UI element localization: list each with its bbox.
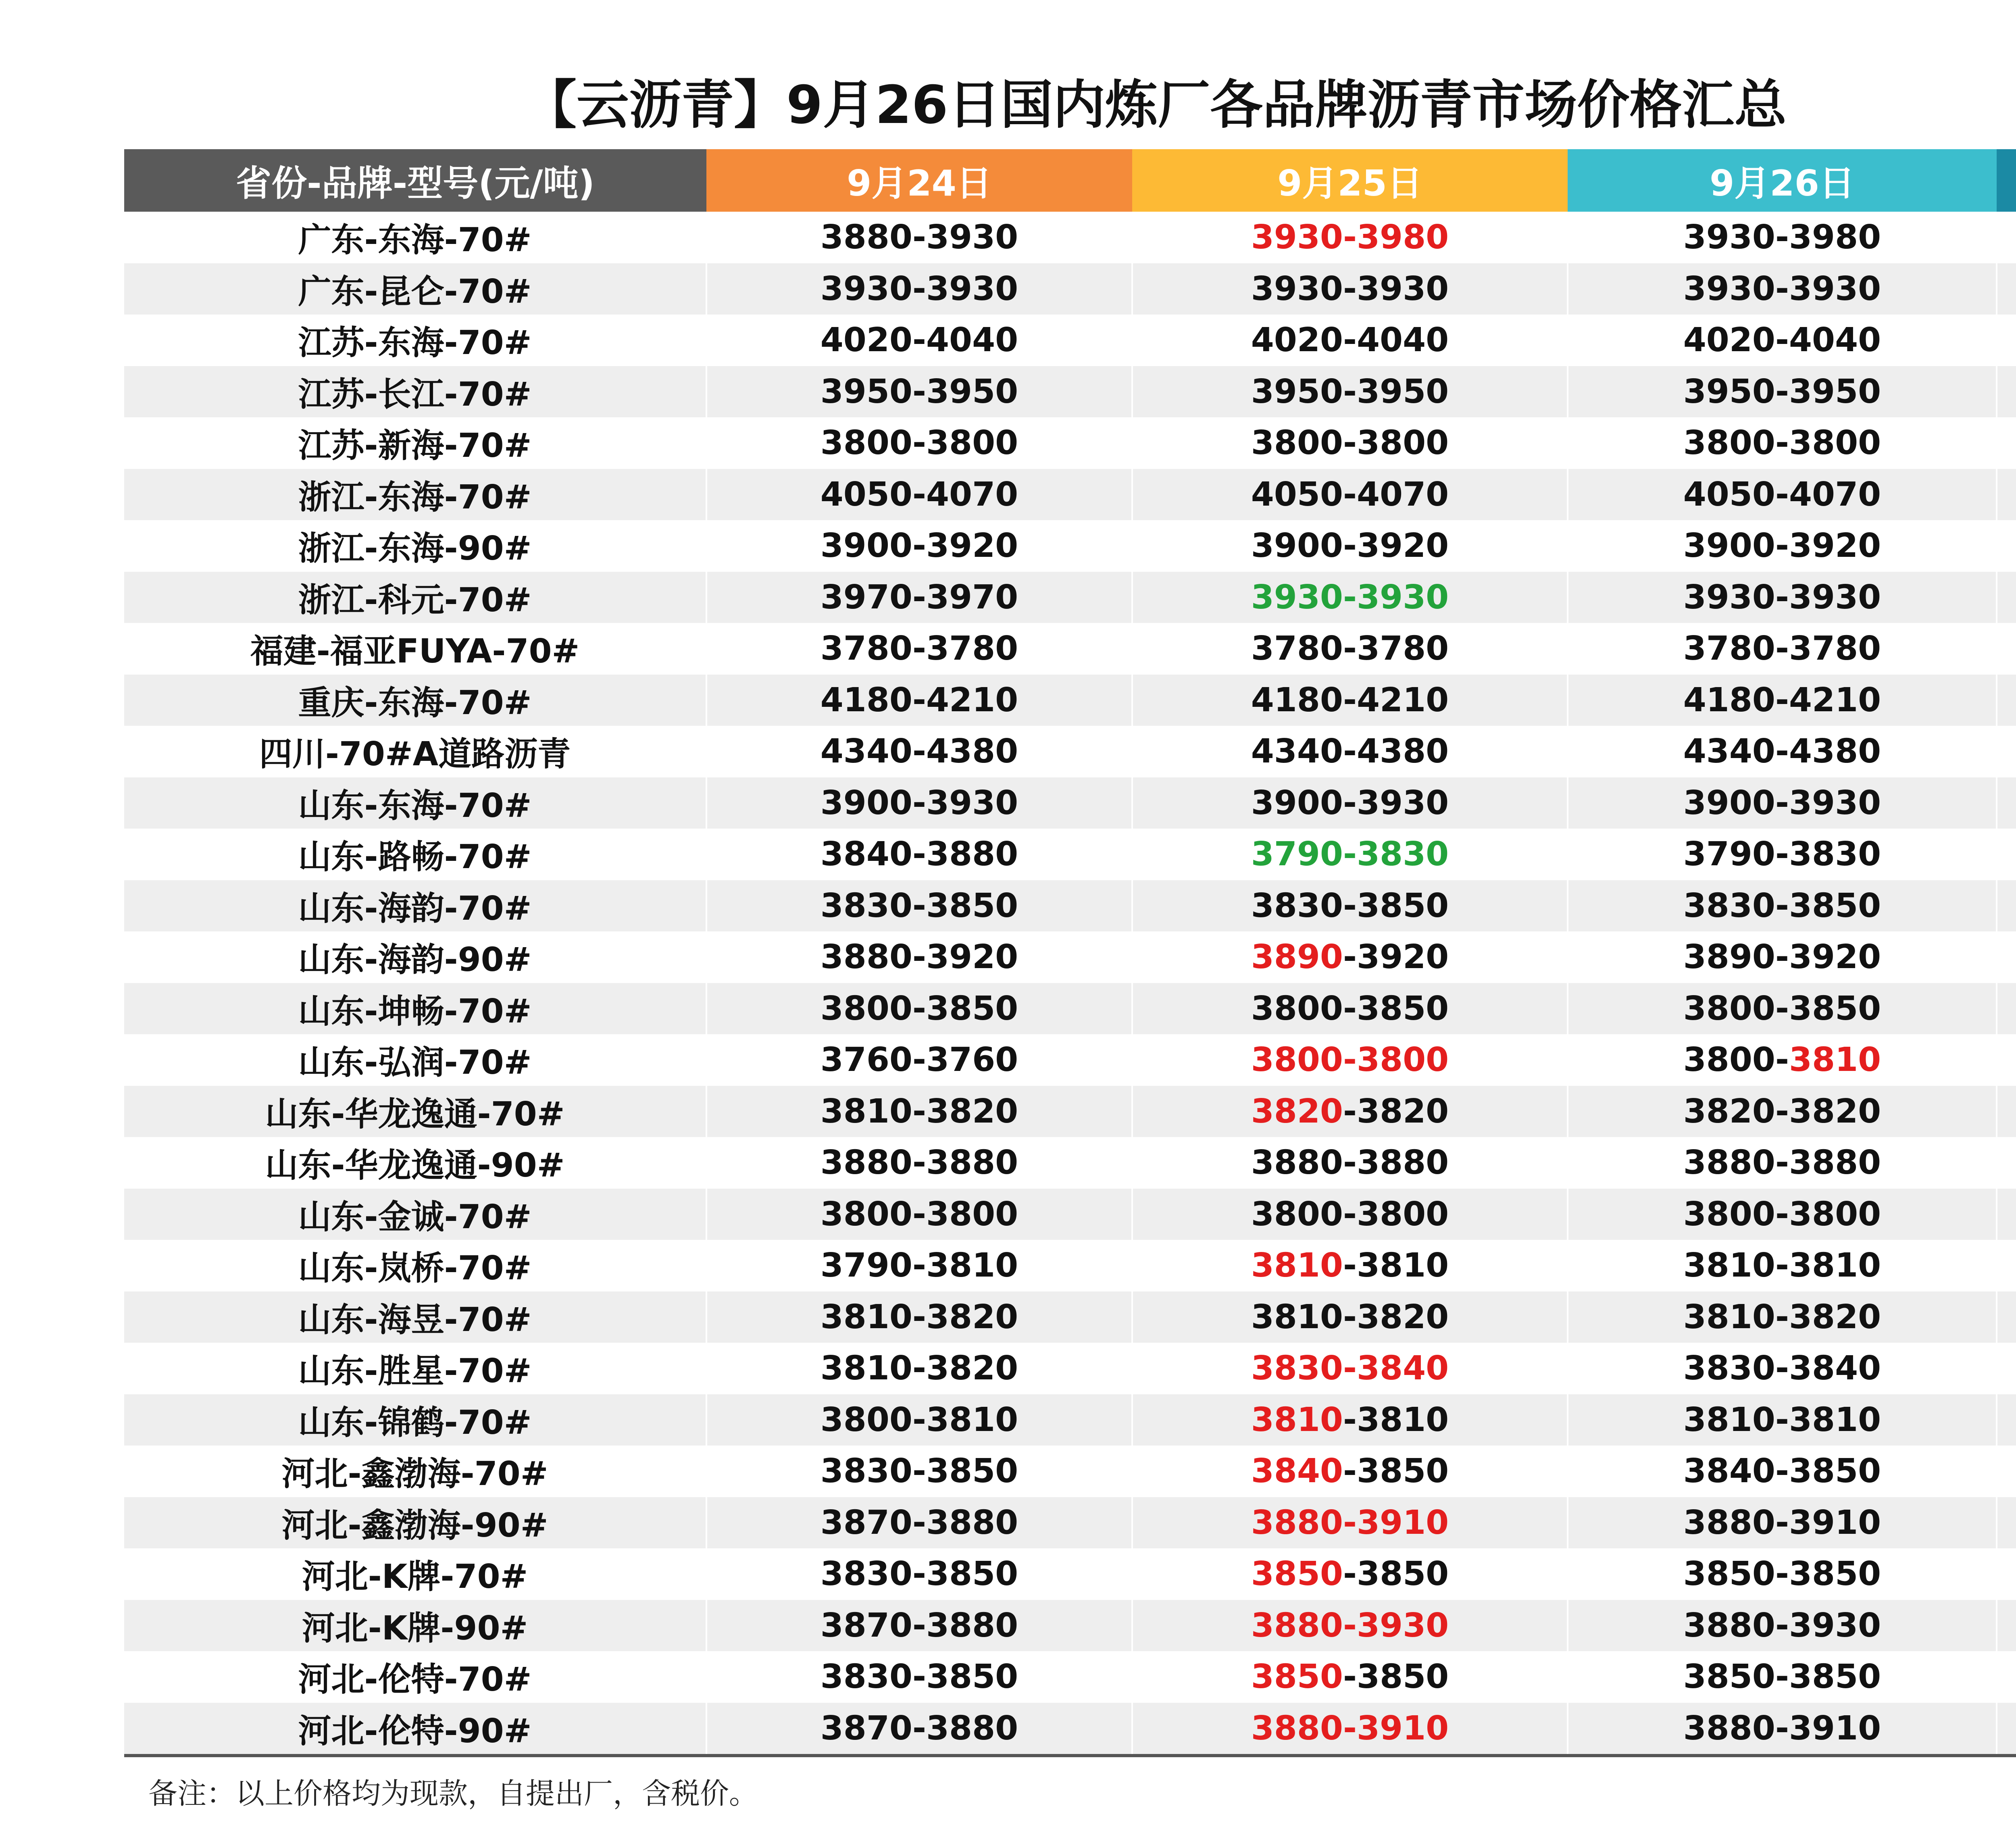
price-sep25-cell <box>1132 1600 1568 1652</box>
price-sep26-cell <box>1568 675 1997 726</box>
price-sep25-cell <box>1132 983 1568 1035</box>
value-segment: -3820 <box>1343 1092 1449 1131</box>
change-cell <box>1997 1240 2016 1291</box>
value-segment: -3920 <box>1343 938 1449 977</box>
price-sep26-cell <box>1568 829 1997 880</box>
price-sep25-cell <box>1132 1086 1568 1137</box>
brand-cell: 河北-K牌-90# <box>124 1600 706 1652</box>
price-sep24-cell: 3830-3850 <box>706 1651 1132 1703</box>
price-sep25-cell <box>1132 417 1568 469</box>
brand-cell: 山东-胜星-70# <box>124 1343 706 1394</box>
value-segment: 3820 <box>1251 1092 1343 1131</box>
change-cell <box>1997 1189 2016 1240</box>
value-segment: 3850 <box>1251 1658 1343 1696</box>
value-segment: 3880-3880 <box>1683 1144 1881 1182</box>
table-row <box>124 572 2016 623</box>
value-segment: 3800-3800 <box>1251 1195 1449 1233</box>
change-cell <box>1997 1600 2016 1652</box>
price-sep24-cell: 3810-3820 <box>706 1291 1132 1343</box>
price-sep26-cell <box>1568 623 1997 675</box>
price-sep25-cell <box>1132 1703 1568 1756</box>
price-sep26-cell <box>1568 1600 1997 1652</box>
brand-cell: 山东-金诚-70# <box>124 1189 706 1240</box>
change-cell <box>1997 1291 2016 1343</box>
value-segment: 3950-3950 <box>1251 372 1449 411</box>
table-row <box>124 1651 2016 1703</box>
price-sep26-cell <box>1568 1548 1997 1600</box>
price-sep26-cell <box>1568 1703 1997 1756</box>
value-segment: 4180-4210 <box>1251 681 1449 719</box>
change-cell <box>1997 829 2016 880</box>
change-cell <box>1997 777 2016 829</box>
brand-cell: 山东-海韵-70# <box>124 880 706 932</box>
change-cell <box>1997 675 2016 726</box>
price-sep25-cell <box>1132 520 1568 572</box>
price-sep25-cell <box>1132 1291 1568 1343</box>
change-cell <box>1997 1086 2016 1137</box>
price-sep26-cell <box>1568 520 1997 572</box>
value-segment: 3780-3780 <box>1251 629 1449 668</box>
change-cell <box>1997 1034 2016 1086</box>
change-cell <box>1997 1137 2016 1189</box>
price-sep24-cell: 3840-3880 <box>706 829 1132 880</box>
price-sep25-cell <box>1132 1548 1568 1600</box>
price-sep25-cell <box>1132 366 1568 418</box>
value-segment: 4050-4070 <box>1683 475 1881 514</box>
value-segment: 3810 <box>1251 1400 1343 1439</box>
value-segment: 4340-4380 <box>1251 732 1449 771</box>
value-segment: 3880-3910 <box>1251 1709 1449 1748</box>
table-row <box>124 1497 2016 1549</box>
price-sep24-cell: 3930-3930 <box>706 263 1132 315</box>
value-segment: 3930-3930 <box>1251 578 1449 617</box>
price-sep24-cell: 3870-3880 <box>706 1703 1132 1756</box>
table-row <box>124 1086 2016 1137</box>
price-sep25-cell <box>1132 675 1568 726</box>
value-segment: 3840-3850 <box>1683 1452 1881 1491</box>
brand-cell: 广东-昆仑-70# <box>124 263 706 315</box>
table-row <box>124 1137 2016 1189</box>
value-segment: 3900-3930 <box>1251 783 1449 822</box>
table-row <box>124 983 2016 1035</box>
value-segment: 3830-3840 <box>1251 1349 1449 1388</box>
brand-cell: 浙江-东海-90# <box>124 520 706 572</box>
change-cell <box>1997 315 2016 366</box>
price-sep26-cell <box>1568 880 1997 932</box>
price-sep24-cell: 3780-3780 <box>706 623 1132 675</box>
column-header-brand: 省份-品牌-型号(元/吨) <box>124 149 706 212</box>
value-segment: 3930-3930 <box>1251 269 1449 308</box>
table-row <box>124 829 2016 880</box>
table-row <box>124 1343 2016 1394</box>
value-segment: 3800-3850 <box>1683 989 1881 1028</box>
price-sep25-cell <box>1132 212 1568 263</box>
price-sep26-cell <box>1568 983 1997 1035</box>
price-sep26-cell <box>1568 1651 1997 1703</box>
value-segment: 3880-3910 <box>1683 1709 1881 1748</box>
value-segment: 3890 <box>1251 938 1343 977</box>
change-cell <box>1997 983 2016 1035</box>
price-sep25-cell <box>1132 880 1568 932</box>
value-segment: 3800- <box>1683 1041 1789 1079</box>
change-cell <box>1997 1394 2016 1446</box>
value-segment: 3900-3920 <box>1251 527 1449 565</box>
price-sep26-cell <box>1568 572 1997 623</box>
value-segment: 3830-3850 <box>1251 886 1449 925</box>
change-cell <box>1997 263 2016 315</box>
value-segment: 3930-3930 <box>1683 578 1881 617</box>
value-segment: 4340-4380 <box>1683 732 1881 771</box>
price-sep24-cell: 3800-3810 <box>706 1394 1132 1446</box>
column-header-sep25: 9月25日 <box>1132 149 1568 212</box>
table-row <box>124 263 2016 315</box>
price-sep26-cell <box>1568 1446 1997 1497</box>
value-segment: 3800-3850 <box>1251 989 1449 1028</box>
value-segment: 3850 <box>1251 1555 1343 1593</box>
change-cell <box>1997 880 2016 932</box>
value-segment: 3930-3980 <box>1683 218 1881 257</box>
price-sep24-cell: 3830-3850 <box>706 1446 1132 1497</box>
brand-cell: 福建-福亚FUYA-70# <box>124 623 706 675</box>
change-cell <box>1997 366 2016 418</box>
table-row <box>124 1291 2016 1343</box>
value-segment: -3810 <box>1343 1246 1449 1285</box>
value-segment: 3820-3820 <box>1683 1092 1881 1131</box>
price-sep24-cell: 3880-3920 <box>706 931 1132 983</box>
price-sep26-cell <box>1568 777 1997 829</box>
price-sep24-cell: 4050-4070 <box>706 469 1132 521</box>
brand-cell: 山东-弘润-70# <box>124 1034 706 1086</box>
brand-cell: 山东-岚桥-70# <box>124 1240 706 1291</box>
table-body <box>124 212 2016 1756</box>
table-row <box>124 1600 2016 1652</box>
price-sep26-cell <box>1568 1240 1997 1291</box>
price-sep24-cell: 3800-3850 <box>706 983 1132 1035</box>
price-sep26-cell <box>1568 1034 1997 1086</box>
brand-cell: 山东-华龙逸通-90# <box>124 1137 706 1189</box>
brand-cell: 浙江-东海-70# <box>124 469 706 521</box>
value-segment: -3850 <box>1343 1452 1449 1491</box>
value-segment: 3790-3830 <box>1251 835 1449 874</box>
page-title: 【云沥青】9月26日国内炼厂各品牌沥青市场价格汇总 <box>524 74 1787 135</box>
price-sep25-cell <box>1132 726 1568 777</box>
change-cell <box>1997 1497 2016 1549</box>
price-sep25-cell <box>1132 1343 1568 1394</box>
value-segment: 3830-3850 <box>1683 886 1881 925</box>
price-sep25-cell <box>1132 1497 1568 1549</box>
value-segment: 3830-3840 <box>1683 1349 1881 1388</box>
value-segment: 3800-3800 <box>1251 424 1449 462</box>
brand-cell: 山东-坤畅-70# <box>124 983 706 1035</box>
price-sep26-cell <box>1568 726 1997 777</box>
table-row <box>124 366 2016 418</box>
price-sep26-cell <box>1568 1394 1997 1446</box>
value-segment: 3840 <box>1251 1452 1343 1491</box>
change-cell <box>1997 1703 2016 1756</box>
price-sep25-cell <box>1132 572 1568 623</box>
value-segment: 3810-3810 <box>1683 1246 1881 1285</box>
price-sep25-cell <box>1132 777 1568 829</box>
table-row <box>124 1394 2016 1446</box>
value-segment: 3850-3850 <box>1683 1555 1881 1593</box>
value-segment: 3850-3850 <box>1683 1658 1881 1696</box>
price-sep25-cell <box>1132 1189 1568 1240</box>
price-sep24-cell: 3880-3880 <box>706 1137 1132 1189</box>
value-segment: 3800-3800 <box>1683 1195 1881 1233</box>
change-cell <box>1997 623 2016 675</box>
price-sep26-cell <box>1568 931 1997 983</box>
table-row <box>124 1548 2016 1600</box>
price-sep24-cell: 3800-3800 <box>706 417 1132 469</box>
change-cell <box>1997 417 2016 469</box>
price-sep25-cell <box>1132 1034 1568 1086</box>
brand-cell: 河北-K牌-70# <box>124 1548 706 1600</box>
value-segment: 3800-3800 <box>1251 1041 1449 1079</box>
price-sep26-cell <box>1568 1137 1997 1189</box>
value-segment: 3880-3930 <box>1683 1606 1881 1645</box>
brand-cell: 广东-东海-70# <box>124 212 706 263</box>
brand-cell: 河北-鑫渤海-90# <box>124 1497 706 1549</box>
price-sep26-cell <box>1568 366 1997 418</box>
price-sep25-cell <box>1132 829 1568 880</box>
price-sep26-cell <box>1568 1497 1997 1549</box>
table-row <box>124 417 2016 469</box>
table-row <box>124 1189 2016 1240</box>
table-row <box>124 726 2016 777</box>
table-row <box>124 1446 2016 1497</box>
value-segment: 3890-3920 <box>1683 938 1881 977</box>
change-cell <box>1997 726 2016 777</box>
price-sep25-cell <box>1132 623 1568 675</box>
brand-cell: 浙江-科元-70# <box>124 572 706 623</box>
table-row <box>124 880 2016 932</box>
price-sep25-cell <box>1132 1651 1568 1703</box>
value-segment: 3880-3910 <box>1251 1503 1449 1542</box>
price-sep24-cell: 3880-3930 <box>706 212 1132 263</box>
price-sep26-cell <box>1568 1189 1997 1240</box>
value-segment: 3800-3800 <box>1683 424 1881 462</box>
column-header-sep26: 9月26日 <box>1568 149 1997 212</box>
table-row <box>124 520 2016 572</box>
value-segment: 3880-3880 <box>1251 1144 1449 1182</box>
price-sep24-cell: 4020-4040 <box>706 315 1132 366</box>
footnote: 备注：以上价格均为现款，自提出厂，含税价。 <box>148 1777 758 1810</box>
price-sep24-cell: 3810-3820 <box>706 1343 1132 1394</box>
value-segment: 4180-4210 <box>1683 681 1881 719</box>
brand-cell: 河北-伦特-90# <box>124 1703 706 1756</box>
brand-cell: 河北-伦特-70# <box>124 1651 706 1703</box>
value-segment: 3810-3820 <box>1251 1298 1449 1336</box>
price-sep24-cell: 3870-3880 <box>706 1600 1132 1652</box>
table-row <box>124 675 2016 726</box>
brand-cell: 山东-海韵-90# <box>124 931 706 983</box>
price-sep25-cell <box>1132 1240 1568 1291</box>
value-segment: 3900-3920 <box>1683 527 1881 565</box>
value-segment: 3810 <box>1789 1041 1881 1079</box>
value-segment: 4050-4070 <box>1251 475 1449 514</box>
change-cell <box>1997 520 2016 572</box>
table-row <box>124 931 2016 983</box>
price-sep26-cell <box>1568 212 1997 263</box>
price-sep24-cell: 3970-3970 <box>706 572 1132 623</box>
value-segment: 3810-3820 <box>1683 1298 1881 1336</box>
price-sep24-cell: 3790-3810 <box>706 1240 1132 1291</box>
change-cell <box>1997 469 2016 521</box>
price-sep26-cell <box>1568 263 1997 315</box>
price-sep24-cell: 3900-3930 <box>706 777 1132 829</box>
brand-cell: 山东-东海-70# <box>124 777 706 829</box>
price-sep24-cell: 3830-3850 <box>706 1548 1132 1600</box>
change-cell <box>1997 1651 2016 1703</box>
table-row <box>124 623 2016 675</box>
price-sep24-cell: 3900-3920 <box>706 520 1132 572</box>
value-segment: -3810 <box>1343 1400 1449 1439</box>
price-sep25-cell <box>1132 931 1568 983</box>
brand-cell: 河北-鑫渤海-70# <box>124 1446 706 1497</box>
price-sep24-cell: 4180-4210 <box>706 675 1132 726</box>
price-sep25-cell <box>1132 315 1568 366</box>
price-sep24-cell: 3950-3950 <box>706 366 1132 418</box>
price-sep26-cell <box>1568 1086 1997 1137</box>
value-segment: 3780-3780 <box>1683 629 1881 668</box>
value-segment: 3930-3930 <box>1683 269 1881 308</box>
value-segment: 4020-4040 <box>1251 321 1449 360</box>
brand-cell: 江苏-东海-70# <box>124 315 706 366</box>
price-sep25-cell <box>1132 263 1568 315</box>
change-cell <box>1997 1446 2016 1497</box>
table-row <box>124 1034 2016 1086</box>
price-sep24-cell: 3870-3880 <box>706 1497 1132 1549</box>
value-segment: 3810-3810 <box>1683 1400 1881 1439</box>
value-segment: 3900-3930 <box>1683 783 1881 822</box>
price-sep25-cell <box>1132 1137 1568 1189</box>
price-sep24-cell: 4340-4380 <box>706 726 1132 777</box>
brand-cell: 山东-华龙逸通-70# <box>124 1086 706 1137</box>
price-sep26-cell <box>1568 417 1997 469</box>
price-sep26-cell <box>1568 469 1997 521</box>
column-header-sep24: 9月24日 <box>706 149 1132 212</box>
table-row <box>124 1240 2016 1291</box>
change-cell <box>1997 931 2016 983</box>
brand-cell: 山东-锦鹤-70# <box>124 1394 706 1446</box>
value-segment: 3880-3910 <box>1683 1503 1881 1542</box>
brand-cell: 江苏-新海-70# <box>124 417 706 469</box>
table-row <box>124 469 2016 521</box>
value-segment: 3930-3980 <box>1251 218 1449 257</box>
price-sep26-cell <box>1568 1343 1997 1394</box>
value-segment: 3950-3950 <box>1683 372 1881 411</box>
brand-cell: 山东-路畅-70# <box>124 829 706 880</box>
value-segment: 3880-3930 <box>1251 1606 1449 1645</box>
column-header-change <box>1997 149 2016 212</box>
price-table <box>124 149 2016 1757</box>
change-cell <box>1997 1343 2016 1394</box>
table-row <box>124 777 2016 829</box>
brand-cell: 山东-海昱-70# <box>124 1291 706 1343</box>
change-cell <box>1997 212 2016 263</box>
table-header-row <box>124 149 2016 212</box>
change-cell <box>1997 572 2016 623</box>
value-segment: -3850 <box>1343 1555 1449 1593</box>
value-segment: 4020-4040 <box>1683 321 1881 360</box>
price-sep24-cell: 3830-3850 <box>706 880 1132 932</box>
table-row <box>124 1703 2016 1756</box>
table-row <box>124 315 2016 366</box>
value-segment: 3810 <box>1251 1246 1343 1285</box>
change-cell <box>1997 1548 2016 1600</box>
price-sep24-cell: 3810-3820 <box>706 1086 1132 1137</box>
price-sep25-cell <box>1132 1394 1568 1446</box>
table-row <box>124 212 2016 263</box>
brand-cell: 重庆-东海-70# <box>124 675 706 726</box>
price-sep24-cell: 3800-3800 <box>706 1189 1132 1240</box>
price-sep26-cell <box>1568 1291 1997 1343</box>
brand-cell: 江苏-长江-70# <box>124 366 706 418</box>
brand-cell: 四川-70#A道路沥青 <box>124 726 706 777</box>
value-segment: -3850 <box>1343 1658 1449 1696</box>
price-sep25-cell <box>1132 1446 1568 1497</box>
price-sep25-cell <box>1132 469 1568 521</box>
price-sep24-cell: 3760-3760 <box>706 1034 1132 1086</box>
price-sep26-cell <box>1568 315 1997 366</box>
value-segment: 3790-3830 <box>1683 835 1881 874</box>
